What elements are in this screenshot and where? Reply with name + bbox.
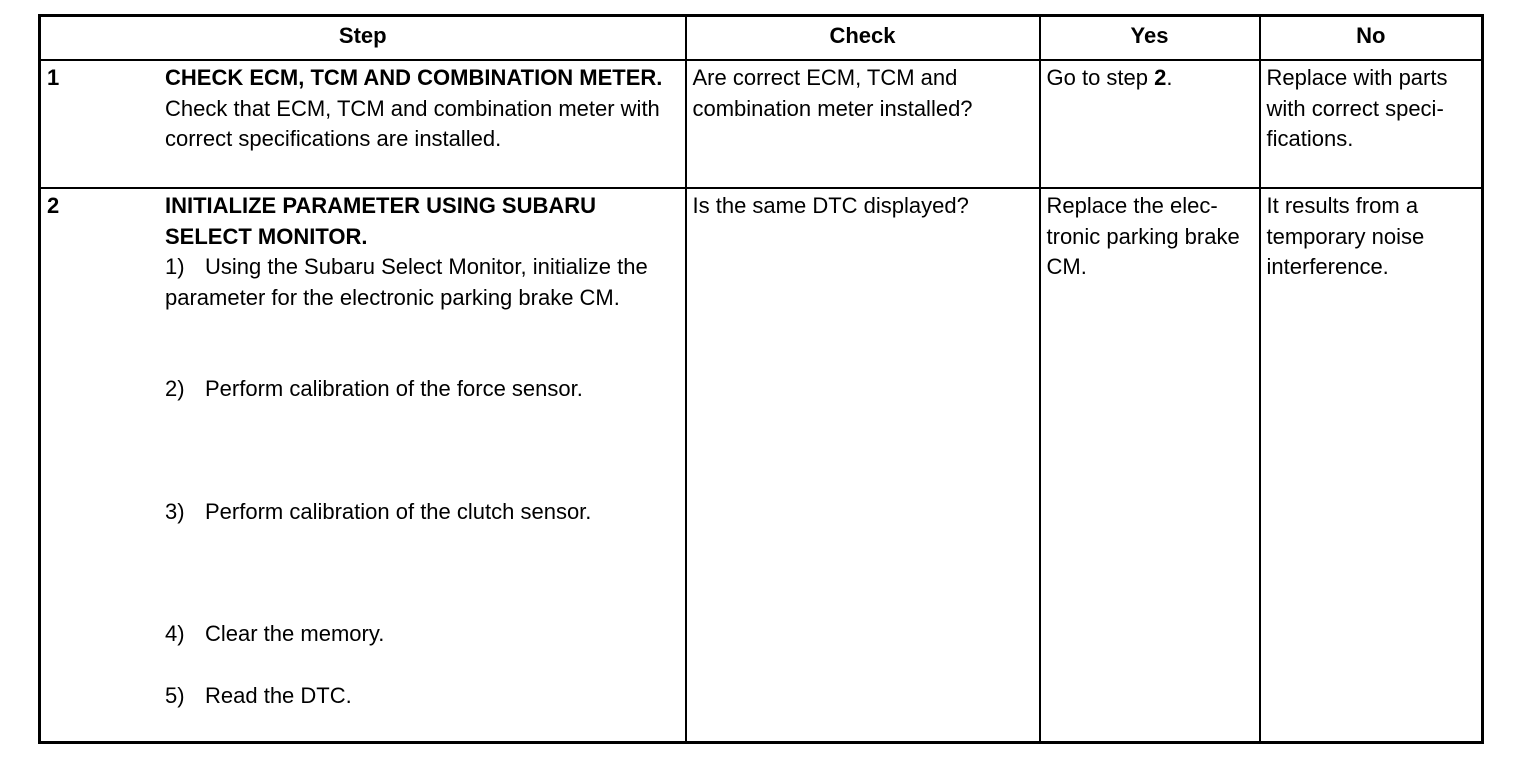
step-title: INITIALIZE PARAMETER USING SUBARU SELECT MONITOR. bbox=[165, 193, 597, 249]
step-cell bbox=[40, 188, 686, 743]
header-check: Check bbox=[686, 16, 1040, 61]
header-no: No bbox=[1260, 16, 1483, 61]
substep bbox=[165, 681, 679, 712]
substep-text: Perform calibration of the force sensor. bbox=[205, 376, 583, 401]
yes-cell bbox=[1040, 60, 1260, 188]
substep bbox=[165, 252, 679, 313]
step-number: 2 bbox=[47, 193, 60, 218]
substep-number: 3) bbox=[165, 498, 185, 524]
step-body: Check that ECM, TCM and combination meter with correct specifications are installed. bbox=[165, 95, 660, 151]
substep-number: 2) bbox=[165, 376, 185, 401]
substep-text: Perform calibration of the clutch sensor. bbox=[205, 498, 592, 524]
substep-text: Read the DTC. bbox=[205, 682, 352, 708]
step-number: 1 bbox=[47, 65, 60, 90]
check-cell: Are correct ECM, TCM and combination meter installed? bbox=[686, 60, 1040, 188]
yes-text: Go to step bbox=[1046, 65, 1155, 90]
header-yes: Yes bbox=[1040, 16, 1260, 61]
step-cell bbox=[40, 60, 686, 188]
header-step: Step bbox=[40, 16, 686, 61]
no-cell: Replace with parts with correct speci-fications. bbox=[1260, 60, 1483, 188]
table-row bbox=[40, 60, 1483, 188]
substep-number: 4) bbox=[165, 621, 185, 646]
step-title: CHECK ECM, TCM AND COMBINATION METER. bbox=[165, 65, 663, 90]
yes-suffix: . bbox=[1166, 65, 1173, 90]
substep bbox=[165, 497, 679, 528]
substep-text: Clear the memory. bbox=[205, 621, 385, 646]
table-row bbox=[40, 188, 1483, 743]
substep bbox=[165, 619, 679, 650]
yes-step-link[interactable]: 2 bbox=[1154, 65, 1167, 90]
substep bbox=[165, 374, 679, 405]
substep-text: Using the Subaru Select Monitor, initialize the parameter for the electronic parking brake CM. bbox=[165, 254, 648, 310]
table-header-row bbox=[40, 16, 1483, 61]
substep-number: 1) bbox=[165, 254, 185, 279]
yes-cell: Replace the elec-tronic parking brake CM. bbox=[1040, 188, 1260, 743]
substep-number: 5) bbox=[165, 682, 185, 708]
no-cell: It results from a temporary noise interference. bbox=[1260, 188, 1483, 743]
diagnostic-table bbox=[38, 14, 1484, 744]
check-cell: Is the same DTC displayed? bbox=[686, 188, 1040, 743]
